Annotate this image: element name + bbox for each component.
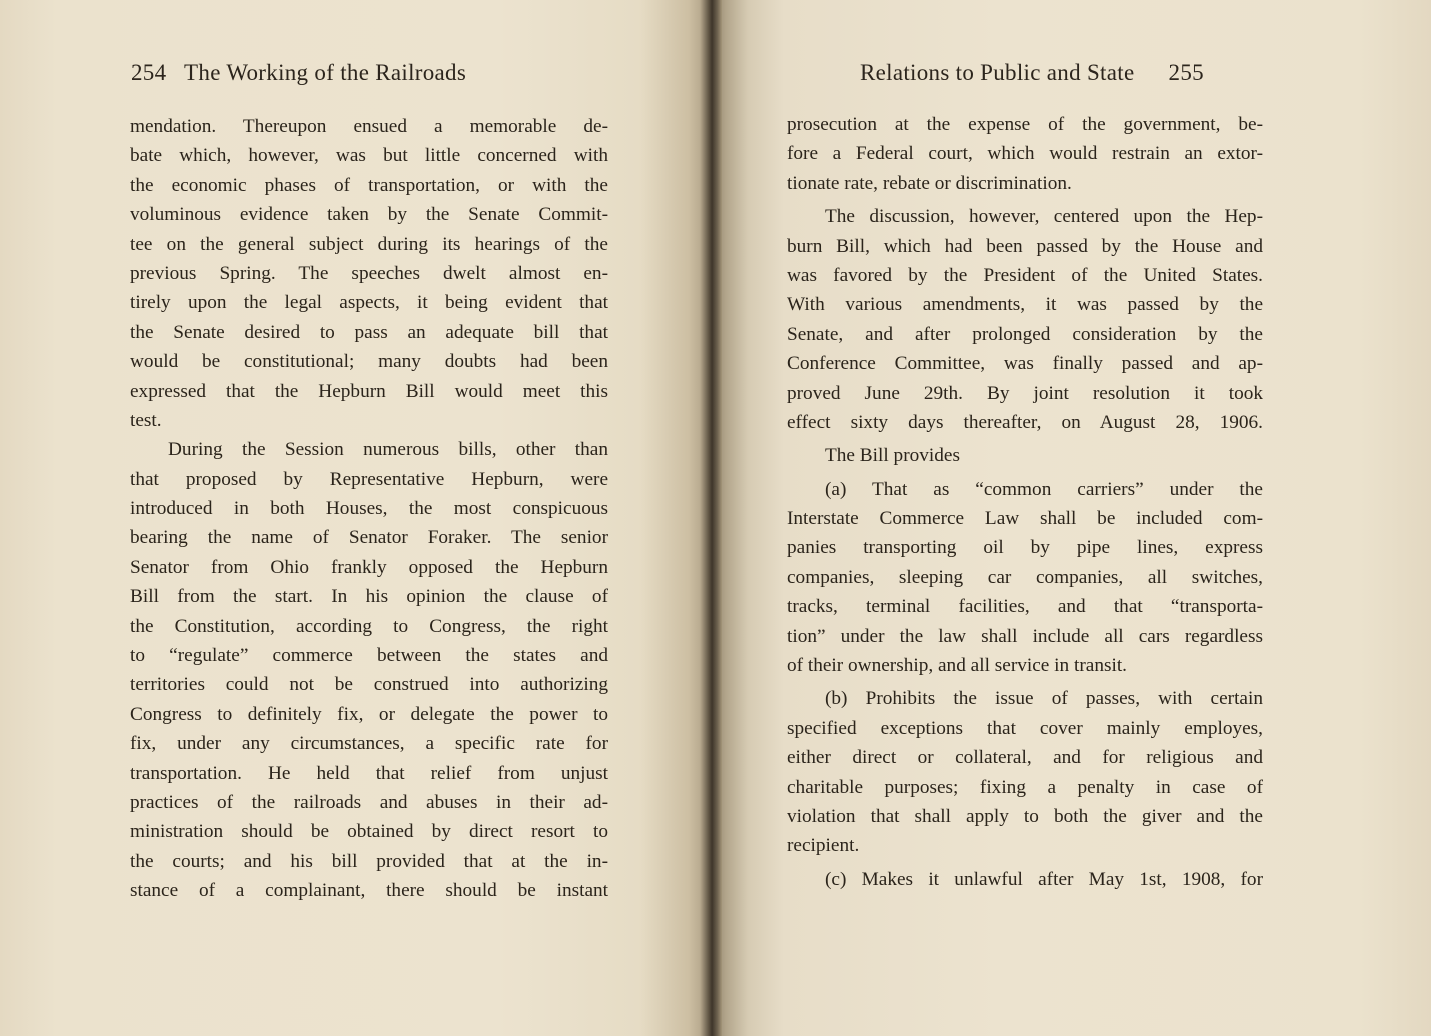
text-line: (a) That as “common carriers” under the <box>825 478 1263 500</box>
text-line: The Bill provides <box>825 445 960 467</box>
text-line: tirely upon the legal aspects, it being evident that <box>130 292 608 314</box>
right-page-body <box>787 110 1263 894</box>
text-line: territories could not be construed into authorizing <box>130 674 608 696</box>
text-line: tionate rate, rebate or discrimination. <box>787 172 1072 194</box>
left-page <box>0 0 710 1036</box>
left-running-title: The Working of the Railroads <box>184 60 467 85</box>
text-line: tee on the general subject during its hearings of the <box>130 233 608 255</box>
left-page-number: 254 <box>131 60 167 85</box>
text-line: Bill from the start. In his opinion the clause of <box>130 586 608 608</box>
text-line: ministration should be obtained by direct resort to <box>130 821 608 843</box>
text-line: (b) Prohibits the issue of passes, with certain <box>825 688 1263 710</box>
left-page-body <box>130 112 608 906</box>
text-line: transportation. He held that relief from unjust <box>130 762 608 784</box>
text-line: charitable purposes; fixing a penalty in case of <box>787 776 1263 798</box>
text-line: expressed that the Hepburn Bill would meet this <box>130 380 608 402</box>
text-line: bate which, however, was but little concerned with <box>130 145 608 167</box>
book-gutter <box>700 0 722 1036</box>
right-page <box>712 0 1431 1036</box>
text-line: the economic phases of transportation, or with the <box>130 174 608 196</box>
text-line: the courts; and his bill provided that at the in- <box>130 850 608 872</box>
text-line: Congress to definitely fix, or delegate the power to <box>130 703 608 725</box>
text-line: tion” under the law shall include all cars regardless <box>787 625 1263 647</box>
text-line: specified exceptions that cover mainly employes, <box>787 717 1263 739</box>
text-line: Senator from Ohio frankly opposed the Hepburn <box>130 556 608 578</box>
text-line: During the Session numerous bills, other than <box>168 439 608 461</box>
text-line: either direct or collateral, and for religious and <box>787 747 1263 769</box>
text-line: mendation. Thereupon ensued a memorable de- <box>130 116 608 137</box>
right-page-number: 255 <box>1168 60 1204 85</box>
text-line: Senate, and after prolonged consideration by the <box>787 323 1263 345</box>
text-line: tracks, terminal facilities, and that “transporta- <box>787 596 1263 618</box>
text-line: bearing the name of Senator Foraker. The senior <box>130 527 608 549</box>
text-line: that proposed by Representative Hepburn, were <box>130 468 608 490</box>
text-line: the Senate desired to pass an adequate bill that <box>130 321 608 343</box>
text-line: recipient. <box>787 835 860 857</box>
text-line: panies transporting oil by pipe lines, express <box>787 537 1263 559</box>
text-line: test. <box>130 409 162 431</box>
text-line: practices of the railroads and abuses in their ad- <box>130 791 608 813</box>
text-line: stance of a complainant, there should be instant <box>130 880 608 902</box>
text-line: the Constitution, according to Congress, the right <box>130 615 608 637</box>
text-line: Interstate Commerce Law shall be included com- <box>787 508 1263 530</box>
text-line: of their ownership, and all service in transit. <box>787 655 1128 677</box>
right-running-head <box>860 60 1204 86</box>
text-line: to “regulate” commerce between the states and <box>130 645 608 667</box>
text-line: proved June 29th. By joint resolution it took <box>787 382 1263 404</box>
text-line: fix, under any circumstances, a specific rate for <box>130 733 608 755</box>
text-line: companies, sleeping car companies, all switches, <box>787 566 1263 588</box>
text-line: Conference Committee, was finally passed and ap- <box>787 353 1263 375</box>
text-line: fore a Federal court, which would restrain an extor- <box>787 143 1263 165</box>
left-running-head <box>131 60 466 86</box>
text-line: previous Spring. The speeches dwelt almost en- <box>130 262 608 284</box>
text-line: burn Bill, which had been passed by the House and <box>787 235 1263 257</box>
text-line: voluminous evidence taken by the Senate Commit- <box>130 204 608 226</box>
text-line: (c) Makes it unlawful after May 1st, 1908, for <box>825 868 1263 890</box>
text-line: With various amendments, it was passed by the <box>787 294 1263 316</box>
text-line: prosecution at the expense of the government, be- <box>787 114 1263 135</box>
text-line: introduced in both Houses, the most conspicuous <box>130 498 608 520</box>
text-line: would be constitutional; many doubts had been <box>130 351 608 373</box>
text-line: was favored by the President of the United States. <box>787 264 1263 286</box>
right-running-title: Relations to Public and State <box>860 60 1135 85</box>
text-line: The discussion, however, centered upon the Hep- <box>825 206 1263 228</box>
text-line: violation that shall apply to both the giver and the <box>787 805 1263 827</box>
text-line: effect sixty days thereafter, on August 28, 1906. <box>787 411 1263 433</box>
